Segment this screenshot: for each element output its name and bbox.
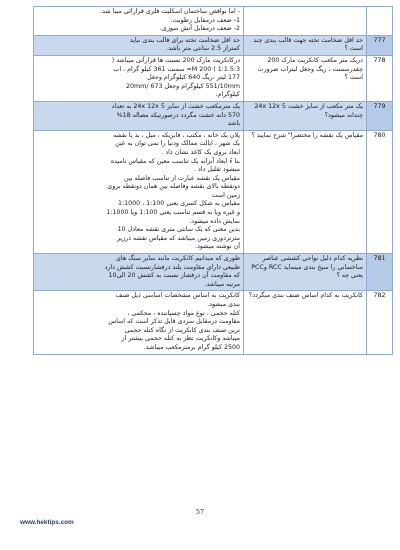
answer-line: 570 دانه خشت مگردد درصورتیکه مصاله 18%: [116, 111, 240, 119]
answer-line: کتله حجمی ، نوع مواد چسپاننده ، محکمی ،: [127, 309, 240, 317]
answer-line: 2- ضعف درمقابل آتش سوزی.: [159, 25, 240, 33]
answer-line: مرتبه میباشد.: [204, 280, 240, 288]
answer-cell: [34, 55, 244, 101]
answer-line: بندی میشود.: [207, 301, 240, 308]
answer-line: 1:1.5:3 ) M 200= سمنت 361 کیلو گرام ، اب: [113, 65, 240, 73]
question-number: 782: [367, 291, 393, 354]
answer-cell: [34, 7, 244, 36]
table-row: [34, 55, 393, 101]
table-row: [34, 291, 393, 354]
answer-line: 551/10mm کیلوگرام وجغل 673 /20mm: [126, 82, 240, 90]
answer-line: میشود تقلیل داد .: [193, 166, 240, 174]
table-row: [34, 254, 393, 291]
question-number: 780: [367, 130, 393, 253]
answer-line: نمایش داده میشود.: [189, 217, 240, 225]
question-cell: مقیاس یک نقشه را مختصرا" شرح نمایید ؟: [244, 130, 367, 253]
answer-line: مترتردوری زمین میباشد که مقیاس نقشه درزیر: [116, 234, 240, 242]
page-number: 57: [195, 508, 205, 516]
answer-line: طبیعی دارای مقاومت بلند درفشارنسبت کشش دارد: [104, 263, 240, 271]
answer-line: درکانکریت مارک 200 نسبت ها قرارآتی میباشد (: [111, 56, 240, 64]
answer-line: مقیاس یک نقشه عبارت از تناسب فاصله بین: [124, 174, 240, 182]
answer-line: 1- ضعف درمقابل رطوبت.: [170, 16, 240, 24]
question-number: 781: [367, 254, 393, 291]
answer-line: - اما نواقص ساختمان اسکلیت فلزی قرارائی میبا شد.: [100, 8, 240, 15]
answer-cell: [34, 35, 244, 55]
answer-cell: [34, 291, 244, 354]
answer-cell: [34, 101, 244, 130]
answer-line: یک شهر ، ایالت ممالک ودنیا را نمی توان به عین: [115, 140, 240, 148]
answer-line: 177 لیتر ،ریگ 640 کیلوگرام وجغل: [147, 74, 240, 82]
answer-line: باشد: [227, 120, 240, 128]
answer-cell: [34, 130, 244, 253]
table-row: [34, 35, 393, 55]
question-number: [367, 7, 393, 36]
answer-line: زمین است: [211, 191, 240, 199]
footer-url: www.hektips.com: [20, 519, 74, 526]
table-row: [34, 130, 393, 253]
answer-line: طوری که میدانیم کانکریت مانند سایر سنگ های: [116, 255, 240, 263]
question-cell: نظریه کدام دلیل نواحی کششی عناصر ساختمانی را سیخ بندی مینماید RCC وPCC یعنی چه ؟: [244, 254, 367, 291]
answer-line: و غیره ویا به قسم تناسب یعنی 1:100 ویا 1:1000: [106, 209, 240, 217]
answer-line: کمتراز 2.5 سانتی متر باشد.: [166, 45, 240, 53]
question-cell: [244, 7, 367, 36]
answer-line: کانکریت به اساس مشخصات اساسی ذیل صنف: [115, 292, 240, 300]
question-cell: کانکریت به کدام اساس صنف بندی میگردد؟: [244, 291, 367, 354]
question-number: 777: [367, 35, 393, 55]
answer-line: یک مترمکعب خشت از سایز 5 24x 12x به تعداد: [111, 102, 240, 110]
answer-line: دونقطه بالای نقشه وفاصله بین همان دونقطه بروی: [107, 183, 240, 191]
question-cell: یک متر مکعب از سایز خشت 5 24x 12x چندانه میشود؟: [244, 101, 367, 130]
answer-line: میباشد وکانکریت نظر به کتله حجمی بیشتر از: [121, 335, 240, 343]
question-cell: دریک متر مکعب کانکریت مارک 200 چقدرسمنت ، ریگ وجغل لیتراب ضرورت است ؟: [244, 55, 367, 101]
answer-line: ابعاد بروی یک کاغذ نشان داد .: [161, 148, 240, 156]
answer-line: کیلوگرام.: [215, 91, 240, 99]
qa-table: [33, 6, 393, 355]
answer-line: بنا ءً ابعاد آنرابه یک تناسب معین که مقیاس نامیده: [110, 157, 240, 165]
answer-line: مقاومت درمقابل سردی قابل تذکر است که اساس: [108, 318, 240, 326]
answer-line: پلان یک خانه ، مکتب ، فابریکه ، میل ، ید یا نقشه: [112, 131, 240, 139]
answer-line: 2500 کیلو گرام برمترمکعب میباشد.: [143, 343, 240, 351]
question-number: 779: [367, 101, 393, 130]
answer-line: آن نوشته میشود.: [195, 243, 240, 251]
question-number: 778: [367, 55, 393, 101]
answer-line: حد اقل ضخامت تخته برای قالب بندی نباید: [129, 36, 240, 44]
answer-line: ترین صنف بندی کانکریت از نگاه کتله حجمی: [124, 326, 240, 334]
qa-table-body: [34, 7, 393, 355]
table-row: [34, 101, 393, 130]
question-cell: حد اقل ضخامت تخته جهت قالب بندی چند است ؟: [244, 35, 367, 55]
answer-cell: [34, 254, 244, 291]
table-row: [34, 7, 393, 36]
answer-line: که مقاومت آن درفشار نسبت به کشش 20 الی10: [108, 272, 240, 280]
answer-line: مقیاس به شکل کسری یعنی 1:100 ، 1:1000: [117, 200, 240, 208]
answer-line: بدین معنی که یک سانتی متری نقشه معادل 10: [117, 226, 240, 234]
